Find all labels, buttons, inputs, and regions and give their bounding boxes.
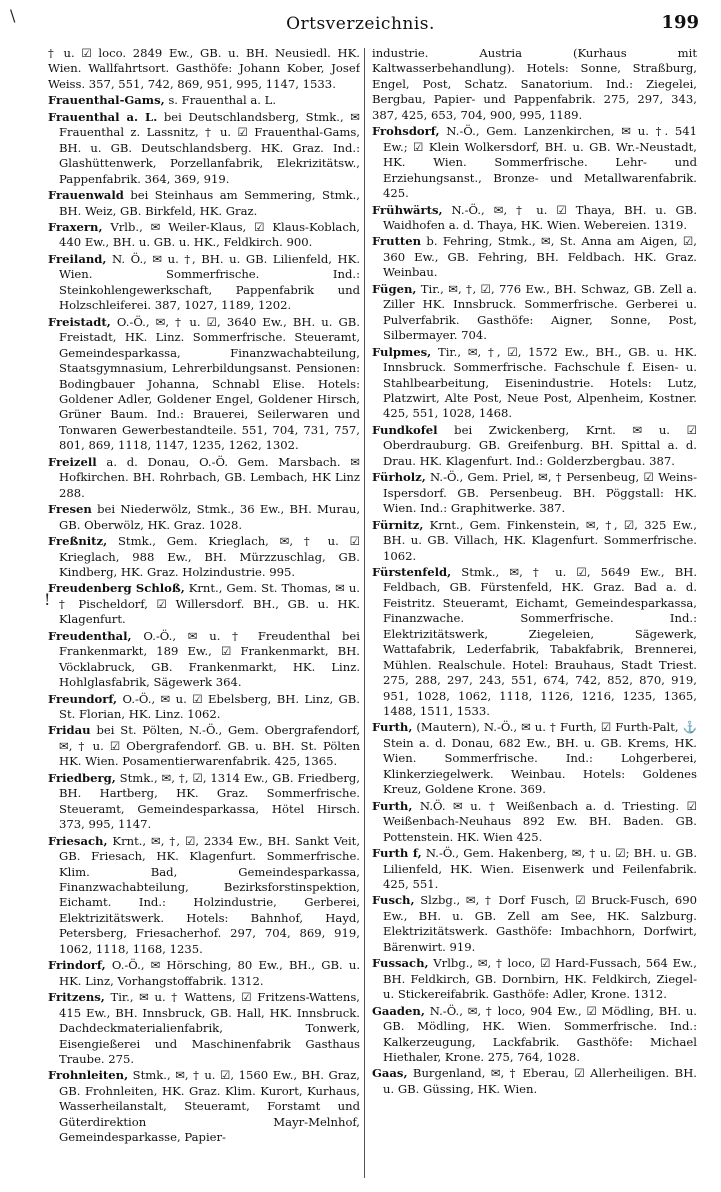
entry-text: Stmk., ✉, †, ☑, 1314 Ew., GB. Friedberg, BH. Hartberg, HK. Graz. Sommerfrische. Steueramt, Gemeindesparkassa, Hötel Hirsch. 373, 995, 1147. (59, 770, 360, 832)
directory-entry (48, 692, 360, 723)
entry-text: bei Niederwölz, Stmk., 36 Ew., BH. Murau, GB. Oberwölz, HK. Graz. 1028. (59, 502, 360, 532)
entry-headword: Freistadt, (48, 314, 111, 329)
directory-entry (48, 958, 360, 989)
left-column (48, 46, 360, 1186)
directory-entry (372, 470, 697, 516)
entry-headword: Freizell (48, 454, 97, 469)
right-column (372, 46, 697, 1186)
entry-text: Krnt., Gem. Finkenstein, ✉, †, ☑, 325 Ew., BH. u. GB. Villach, HK. Klagenfurt. Sommerfrische. 1062. (383, 517, 697, 563)
entry-headword: Fresen (48, 502, 92, 517)
entry-headword: Fusch, (372, 893, 415, 908)
directory-entry (372, 282, 697, 344)
directory-entry (372, 565, 697, 720)
directory-entry (372, 720, 697, 797)
entry-headword: Fritzens, (48, 990, 105, 1005)
directory-entry (372, 234, 697, 280)
directory-entry (372, 518, 697, 564)
directory-entry (372, 799, 697, 845)
entry-text: Slzbg., ✉, † Dorf Fusch, ☑ Bruck-Fusch, 690 Ew., BH. u. GB. Zell am See, HK. Salzburg. Elektrizitätswerk. Gasthöfe: Imbachhorn, Dorfwirt, Bärenwirt. 919. (383, 893, 697, 954)
entry-text: bei Steinhaus am Semmering, Stmk., BH. Weiz, GB. Birkfeld, HK. Graz. (59, 188, 360, 218)
entry-text: Burgenland, ✉, † Eberau, ☑ Allerheiligen. BH. u. GB. Güssing, HK. Wien. (383, 1066, 697, 1096)
entry-text: bei St. Pölten, N.-Ö., Gem. Obergrafendorf, ✉, † u. ☑ Obergrafendorf. GB. u. BH. St. Pölten HK. Wien. Posamentierwarenfabrik. 425, 1365. (59, 723, 360, 769)
entry-text: Krnt., Gem. St. Thomas, ✉ u. † Pischeldorf, ☑ Willersdorf. BH., GB. u. HK. Klagenfurt. (59, 581, 360, 627)
entry-text: b. Fehring, Stmk., ✉, St. Anna am Aigen, ☑, 360 Ew., GB. Fehring, BH. Feldbach. HK. Graz. Weinbau. (383, 234, 697, 280)
entry-headword: Friesach, (48, 833, 108, 848)
entry-headword: Fridau (48, 723, 91, 738)
column-divider (364, 48, 365, 1178)
directory-entry (48, 315, 360, 454)
entry-headword: Frindorf, (48, 958, 106, 973)
entry-headword: Freudenthal, (48, 628, 132, 643)
entry-headword: Fraxern, (48, 219, 103, 234)
entry-headword: Fügen, (372, 281, 417, 296)
entry-headword: Frohsdorf, (372, 124, 440, 139)
entry-text: N.-Ö., ✉, † loco, 904 Ew., ☑ Mödling, BH. u. GB. Mödling, HK. Wien. Sommerfrische. Ind.: Kalkerzeugung, Lackfabrik. Gasthöfe: Michael Hiethaler, Krone. 275, 764, 1028. (383, 1003, 697, 1064)
entry-text: O.-Ö., ✉ u. ☑ Ebelsberg, BH. Linz, GB. St. Florian, HK. Linz. 1062. (59, 691, 360, 722)
entry-text: N.Ö. ✉ u. † Weißenbach a. d. Triesting. ☑ Weißenbach-Neuhaus 892 Ew. BH. Baden. GB. Pottenstein. HK. Wien 425. (383, 798, 697, 844)
entry-text: Stmk., Gem. Krieglach, ✉, † u. ☑ Krieglach, 988 Ew., BH. Mürzzuschlag, GB. Kindberg, HK. Graz. Holzindustrie. 995. (59, 534, 360, 579)
directory-entry (372, 846, 697, 892)
entry-headword: Freiland, (48, 251, 107, 266)
directory-entry (372, 124, 697, 201)
directory-entry (48, 220, 360, 251)
entry-text: Vrlbg., ✉, † loco, ☑ Hard-Fussach, 564 Ew., BH. Feldkirch, GB. Dornbirn, HK. Feldkirch, Ziegel- u. Stickereifabrik. Gasthöfe: Adler, Krone. 1312. (383, 956, 697, 1002)
directory-entry (372, 203, 697, 234)
directory-entry (48, 252, 360, 314)
entry-headword: Friedberg, (48, 770, 116, 785)
entry-text: s. Frauenthal a. L. (168, 93, 277, 108)
directory-entry (48, 534, 360, 580)
entry-headword: Frutten (372, 234, 422, 249)
entry-text: Tir., ✉ u. † Wattens, ☑ Fritzens-Wattens, 415 Ew., BH. Innsbruck, GB. Hall, HK. Innsbruck. Dachdeckmaterialienfabrik, Tonwerk, Eisengießerei und Maschinenfabrik Gasthaus Traube. 275. (59, 990, 360, 1066)
entry-text: N.-Ö., Gem. Priel, ✉, † Persenbeug, ☑ Weins-Ispersdorf. GB. Persenbeug. BH. Pöggstall: HK. Wien. Ind.: Graphitwerke. 387. (383, 470, 697, 516)
entry-text: O.-Ö., ✉ Hörsching, 80 Ew., BH., GB. u. HK. Linz, Vorhangstoffabrik. 1312. (59, 958, 360, 988)
entry-text: (Mautern), N.-Ö., ✉ u. † Furth, ☑ Furth-Palt, ⚓ Stein a. d. Donau, 682 Ew., BH. u. GB. Krems, HK. Wien. Sommerfrische. Ind.: Lohgerberei, Klinkerziegelwerk. Weinbau. Hotels: Goldenes Kreuz, Goldene Krone. 369. (383, 720, 697, 797)
entry-headword: Furth, (372, 798, 413, 813)
entry-headword: Frühwärts, (372, 202, 443, 217)
directory-entry (372, 1066, 697, 1097)
entry-headword: Furth f, (372, 846, 422, 861)
entry-headword: Frauenthal-Gams, (48, 93, 165, 108)
entry-text: Stmk., ✉, † u. ☑, 1560 Ew., BH. Graz, GB. Frohnleiten, HK. Graz. Klim. Kurort, Kurhaus, Wasserheilanstalt, Steueramt, Forstamt und Güterdirektion Mayr-Melnhof, Gemeindesparkasse, Papier- (59, 1068, 360, 1145)
entry-headword: Frauenwald (48, 188, 124, 203)
directory-entry (48, 629, 360, 691)
entry-text: bei Zwickenberg, Krnt. ✉ u. ☑ Oberdrauburg. GB. Greifenburg. BH. Spittal a. d. Drau. HK. Klagenfurt. Ind.: Golderzbergbau. 387. (383, 422, 697, 468)
entry-headword: Furth, (372, 720, 413, 735)
margin-mark-top: \ (10, 6, 16, 25)
directory-entry (372, 956, 697, 1002)
directory-entry (372, 1004, 697, 1066)
directory-entry (48, 93, 360, 108)
entry-headword: Frauenthal a. L. (48, 109, 158, 124)
directory-entry (48, 990, 360, 1067)
directory-entry (48, 771, 360, 833)
entry-text: N.-Ö., Gem. Hakenberg, ✉, † u. ☑; BH. u. GB. Lilienfeld, HK. Wien. Eisenwerk und Feilenfabrik. 425, 551. (383, 846, 697, 892)
entry-text: Tir., ✉, †, ☑, 1572 Ew., BH., GB. u. HK. Innsbruck. Sommerfrische. Fachschule f. Eisen- u. Stahlbearbeitung, Eisenindustrie. Hotels: Lutz, Platzwirt, Alte Post, Neue Post, Alpenheim, Kostner. 425, 551, 1028, 1468. (383, 344, 697, 421)
entry-headword: Frohnleiten, (48, 1068, 129, 1083)
directory-entry (372, 46, 697, 123)
page-header (0, 6, 721, 36)
entry-text: Krnt., ✉, †, ☑, 2334 Ew., BH. Sankt Veit, GB. Friesach, HK. Klagenfurt. Sommerfrische. Klim. Bad, Gemeindesparkassa, Finanzwachabteilung, Bezirksforstinspektion, Eichamt. Ind.: Holzindustrie, Gerberei, Elektrizitätswerk. Hotels: Bahnhof, Hayd, Petersberg, Friesacherhof. 297, 704, 869, 919, 1062, 1118, 1168, 1235. (59, 833, 360, 956)
directory-entry (48, 110, 360, 187)
directory-entry (48, 581, 360, 627)
entry-headword: Freudenberg Schloß, (48, 581, 185, 596)
entry-text: Tir., ✉, †, ☑, 776 Ew., BH. Schwaz, GB. Zell a. Ziller HK. Innsbruck. Sommerfrische. Gerberei u. Pulverfabrik. Gasthöfe: Aigner, Sonne, Post, Silbermayer. 704. (383, 281, 697, 343)
entry-headword: Freundorf, (48, 691, 118, 706)
directory-entry (48, 502, 360, 533)
page-title: Ortsverzeichnis. (286, 14, 435, 34)
directory-entry (48, 46, 360, 92)
entry-text: bei Deutschlandsberg, Stmk., ✉ Frauenthal z. Lassnitz, † u. ☑ Frauenthal-Gams, BH. u. GB. Deutschlandsberg. HK. Graz. Ind.: Glashüttenwerk, Porzellanfabrik, Elekrizitätsw., Pappenfabrik. 364, 369, 919. (59, 109, 360, 186)
entry-text: † u. ☑ loco. 2849 Ew., GB. u. BH. Neusiedl. HK. Wien. Wallfahrtsort. Gasthöfe: Johann Kober, Josef Weiss. 357, 551, 742, 869, 951, 995, 1147, 1533. (48, 46, 360, 91)
directory-entry (48, 723, 360, 769)
entry-text: O.-Ö., ✉ u. † Freudenthal bei Frankenmarkt, 189 Ew., ☑ Frankenmarkt, BH. Vöcklabruck, GB. Frankenmarkt, HK. Linz. Hohlglasfabrik, Sägewerk 364. (59, 628, 360, 690)
entry-text: Stmk., ✉, † u. ☑, 5649 Ew., BH. Feldbach, GB. Fürstenfeld, HK. Graz. Bad a. d. Feistritz. Steueramt, Eichamt, Gemeindesparkassa, Finanzwache. Sommerfrische. Ind.: Elektrizitätswerk, Ziegeleien, Sägewerk, Wattafabrik, Lederfabrik, Tabakfabrik, Brennerei, Mühlen. Realschule. Hotel: Brauhaus, Stadt Triest. 275, 288, 297, 243, 551, 674, 742, 852, 870, 919, 951, 1028, 1062, 1118, 1126, 1216, 1235, 1365, 1488, 1511, 1533. (383, 564, 697, 719)
entry-headword: Gaas, (372, 1066, 408, 1081)
entry-headword: Freßnitz, (48, 534, 108, 549)
directory-entry (48, 834, 360, 958)
entry-text: N.-Ö., ✉, † u. ☑ Thaya, BH. u. GB. Waidhofen a. d. Thaya, HK. Wien. Webereien. 1319. (383, 202, 697, 232)
entry-text: N.-Ö., Gem. Lanzenkirchen, ✉ u. †. 541 Ew.; ☑ Klein Wolkersdorf, BH. u. GB. Wr.-Neustadt, HK. Wien. Sommerfrische. Lehr- und Erziehungsanst., Bronze- und Metallwarenfabrik. 425. (383, 124, 697, 201)
page-number: 199 (661, 12, 699, 33)
entry-text: O.-Ö., ✉, † u. ☑, 3640 Ew., BH. u. GB. Freistadt, HK. Linz. Sommerfrische. Steueramt, Gemeindesparkassa, Finanzwachabteilung, Staatsgymnasium, Lehrerbildungsanst. Pensionen: Bodingbauer Johanna, Schnabl Elise. Hotels: Goldener Adler, Goldener Engel, Goldener Hirsch, Grüner Baum. Ind.: Brauerei, Seilerwaren und Tonwaren Gewerbestandteile. 551, 704, 731, 757, 801, 869, 1118, 1147, 1235, 1262, 1302. (59, 314, 360, 453)
entry-headword: Fürnitz, (372, 517, 424, 532)
entry-text: a. d. Donau, O.-Ö. Gem. Marsbach. ✉ Hofkirchen. BH. Rohrbach, GB. Lembach, HK Linz 288. (59, 454, 360, 500)
entry-headword: Fürholz, (372, 470, 426, 485)
entry-text: Vrlb., ✉ Weiler-Klaus, ☑ Klaus-Koblach, 440 Ew., BH. u. GB. u. HK., Feldkirch. 900. (59, 219, 360, 250)
directory-entry (372, 423, 697, 469)
entry-headword: Fussach, (372, 956, 429, 971)
directory-entry (372, 893, 697, 955)
entry-headword: Fulpmes, (372, 344, 432, 359)
directory-entry (372, 345, 697, 422)
directory-entry (48, 1068, 360, 1145)
entry-headword: Fürstenfeld, (372, 564, 452, 579)
entry-headword: Fundkofel (372, 422, 438, 437)
entry-text: industrie. Austria (Kurhaus mit Kaltwasserbehandlung). Hotels: Sonne, Straßburg, Engel, Post, Schatz. Sanatorium. Ind.: Ziegelei, Bergbau, Papier- und Pappenfabrik. 275, 297, 343, 387, 425, 653, 704, 900, 995, 1189. (372, 46, 697, 122)
entry-headword: Gaaden, (372, 1003, 425, 1018)
directory-entry (48, 188, 360, 219)
entry-text: N. Ö., ✉ u. †, BH. u. GB. Lilienfeld, HK. Wien. Sommerfrische. Ind.: Steinkohlengewerkschaft, Pappenfabrik und Holzschleiferei. 387, 1027, 1189, 1202. (59, 251, 360, 313)
directory-entry (48, 455, 360, 501)
margin-mark-left: ! (44, 590, 51, 609)
